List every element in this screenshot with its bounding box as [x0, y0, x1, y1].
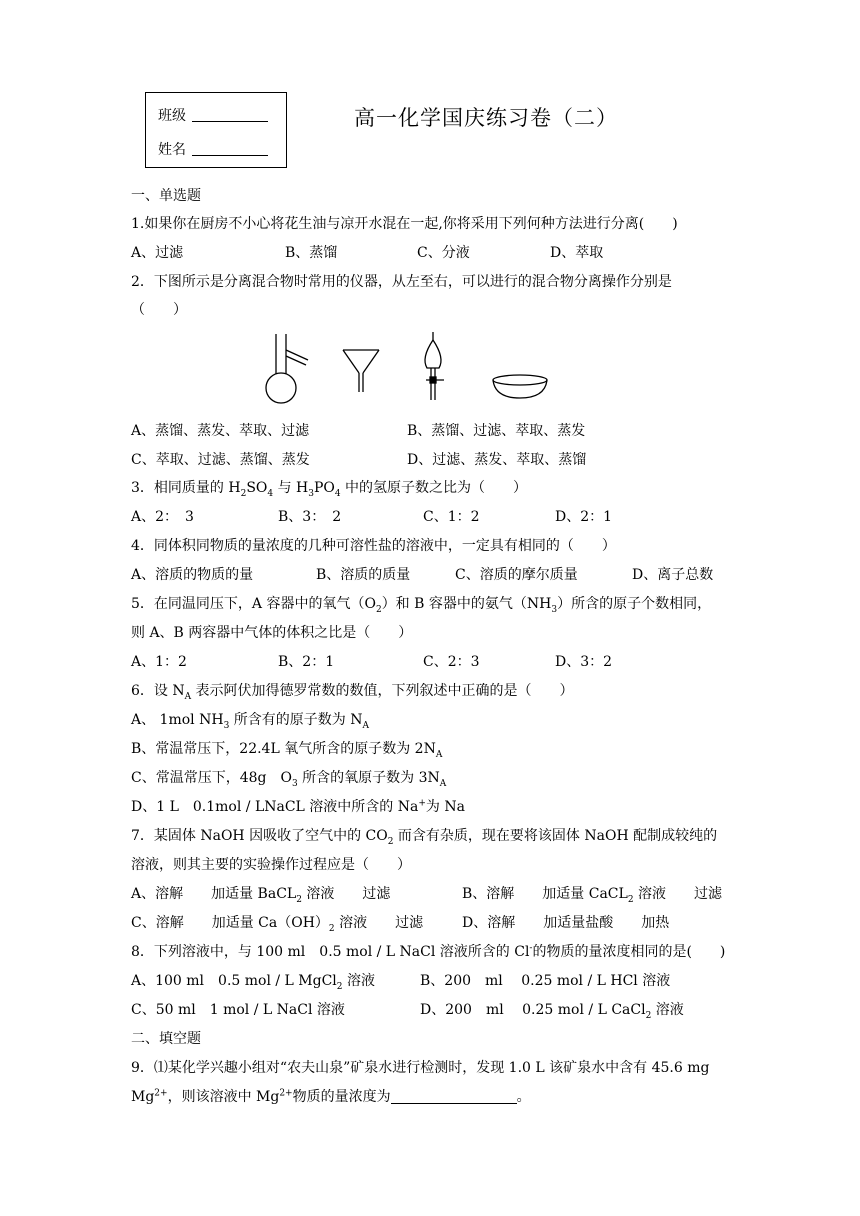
q4-option-d: D、离子总数 — [632, 567, 714, 583]
q3-stem: 3．相同质量的 $H_2SO_4$ 与 $H_3PO_4$ 中的氢原子数之比为（ ） — [131, 480, 528, 499]
q5-option-a: A、1：2 — [131, 654, 187, 670]
q3-option-c: C、1：2 — [423, 509, 480, 525]
class-field — [158, 107, 268, 125]
q9-stem-line2: $Mg^{2+}$，则该溶液中 $Mg^{2+}$物质的量浓度为 。 — [131, 1088, 531, 1105]
separatory-funnel-icon — [425, 332, 444, 400]
q7-stem-line1: 7．某固体 NaOH 因吸收了空气中的 $CO_2$ 而含有杂质，现在要将该固体 NaOH 配制成较纯的 — [131, 828, 718, 847]
q4-option-c: C、溶质的摩尔质量 — [455, 567, 578, 583]
q8-option-c: C、50 ml 1 mol / L NaCl 溶液 — [131, 1002, 345, 1018]
section-heading-2: 二、填空题 — [131, 1031, 201, 1047]
q5-option-c: C、2：3 — [423, 654, 480, 670]
q5-option-d: D、3：2 — [555, 654, 613, 670]
q5-option-b: B、2：1 — [278, 654, 335, 670]
q4-stem: 4．同体积同物质的量浓度的几种可溶性盐的溶液中，一定具有相同的（ ） — [131, 538, 616, 554]
funnel-icon — [343, 350, 379, 392]
q7-option-d: D、溶解 加适量盐酸 加热 — [462, 915, 670, 931]
q1-option-d: D、萃取 — [550, 245, 604, 261]
q1-option-b: B、蒸馏 — [285, 245, 338, 261]
q5-stem-line2: 则 A、B 两容器中气体的体积之比是（ ） — [131, 625, 413, 641]
q7-stem-line2: 溶液，则其主要的实验操作过程应是（ ） — [131, 857, 411, 873]
q1-option-a: A、过滤 — [131, 245, 184, 261]
q9-stem-line1: 9．⑴某化学兴趣小组对“农夫山泉”矿泉水进行检测时，发现 1.0 L 该矿泉水中含有 45.6 mg — [131, 1060, 710, 1076]
q2-stem-line2: （ ） — [131, 302, 187, 318]
student-info-box — [145, 92, 287, 168]
q7-option-b: B、溶解 加适量 CaCL$_2$ 溶液 过滤 — [462, 886, 722, 905]
name-blank[interactable] — [192, 141, 268, 156]
page-title: 高一化学国庆练习卷（二） — [354, 106, 618, 130]
class-blank[interactable] — [192, 107, 268, 122]
q2-option-b: B、蒸馏、过滤、萃取、蒸发 — [407, 423, 586, 439]
q1-option-c: C、分液 — [417, 245, 470, 261]
q6-option-a: A、 1mol $NH_3$ 所含有的原子数为 $N_A$ — [131, 712, 369, 731]
q2-option-a: A、蒸馏、蒸发、萃取、过滤 — [131, 423, 310, 439]
q3-option-a: A、2： 3 — [131, 509, 194, 525]
q2-option-c: C、萃取、过滤、蒸馏、蒸发 — [131, 452, 310, 468]
q8-option-b: B、200 ml 0.25 mol / L HCl 溶液 — [420, 973, 671, 989]
q8-option-a: A、100 ml 0.5 mol / L MgCl$_2$ 溶液 — [131, 973, 375, 992]
q8-option-d: D、200 ml 0.25 mol / L CaCl$_2$ 溶液 — [420, 1002, 684, 1021]
distillation-flask-icon — [266, 334, 308, 403]
q2-stem-line1: 2．下图所示是分离混合物时常用的仪器，从左至右，可以进行的混合物分离操作分别是 — [131, 274, 672, 290]
class-label: 班级 — [158, 108, 186, 124]
q3-option-d: D、2：1 — [555, 509, 613, 525]
q6-option-b: B、常温常压下，22.4L 氧气所含的原子数为 $2N_A$ — [131, 741, 443, 760]
q8-stem: 8．下列溶液中，与 100 ml 0.5 mol / L NaCl 溶液所含的 Cl-的物质的量浓度相同的是( ) — [131, 943, 726, 960]
evaporating-dish-icon — [493, 375, 547, 398]
q6-stem: 6．设 $N_A$ 表示阿伏加得德罗常数的数值，下列叙述中正确的是（ ） — [131, 683, 574, 702]
q7-option-c: C、溶解 加适量 $Ca(OH)_2$ 溶液 过滤 — [131, 915, 424, 934]
q4-option-b: B、溶质的质量 — [316, 567, 411, 583]
q6-option-d: D、1 L 0.1mol / LNaCL 溶液中所含的 Na+为 Na — [131, 798, 465, 815]
q3-option-b: B、3： 2 — [278, 509, 342, 525]
name-label: 姓名 — [158, 142, 186, 158]
apparatus-figure — [255, 328, 575, 408]
section-heading-1: 一、单选题 — [131, 188, 201, 204]
q2-option-d: D、过滤、蒸发、萃取、蒸馏 — [407, 452, 587, 468]
q5-stem-line1: 5．在同温同压下，A 容器中的氧气$(O_2)$和 B 容器中的氨气$(NH_3)$所含的原子个数相同， — [131, 596, 712, 615]
q4-option-a: A、溶质的物质的量 — [131, 567, 254, 583]
q1-stem: 1.如果你在厨房不小心将花生油与凉开水混在一起,你将采用下列何种方法进行分离( ) — [131, 216, 678, 232]
q6-option-c: C、常温常压下，48g $O_3$ 所含的氧原子数为 $3N_A$ — [131, 770, 447, 789]
q7-option-a: A、溶解 加适量 BaCL$_2$ 溶液 过滤 — [131, 886, 391, 905]
q9-answer-blank[interactable] — [391, 1089, 517, 1104]
name-field — [158, 141, 268, 159]
